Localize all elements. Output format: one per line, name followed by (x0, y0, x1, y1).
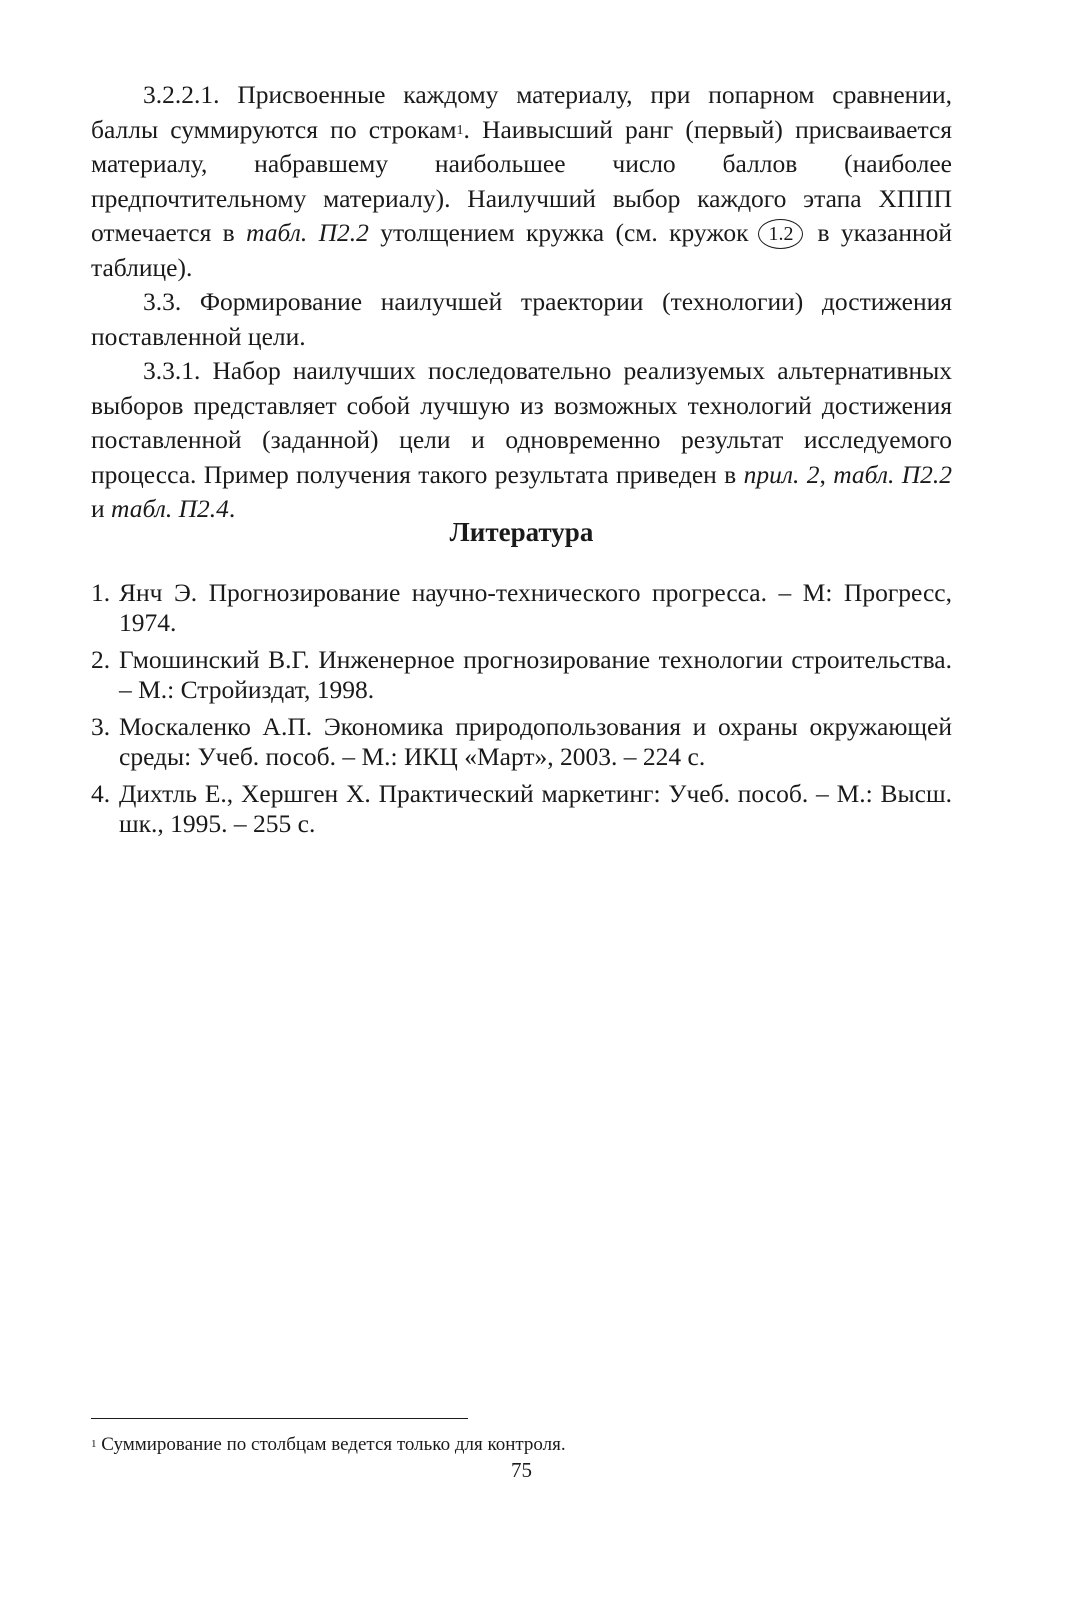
paragraph-3-3: 3.3. Формирование наилучшей траектории (технологии) достижения поставленной цели. (91, 287, 952, 351)
body-text (91, 78, 952, 527)
reference-item (91, 779, 952, 839)
table-reference: табл. П2.4 (111, 494, 229, 523)
footnote-divider (91, 1418, 468, 1419)
section-heading: Литература (449, 517, 594, 547)
reference-item (91, 578, 952, 638)
reference-item (91, 645, 952, 705)
paragraph-text: 3.3.1. Набор наилучших последовательно реализуемых альтернативных выборов представляет собой лучшую из возможных технологий достижения поставленной (заданной) цели и одновременно результат исследуемого процесса. Пример получения такого результата приведен в (91, 356, 952, 489)
footnote (91, 1432, 952, 1458)
document-page (91, 0, 952, 1600)
paragraph-text: . (228, 494, 236, 523)
footnote-reference: 1 (456, 122, 464, 138)
reference-number: 3. (91, 712, 111, 741)
reference-text: Москаленко А.П. Экономика природопользования и охраны окружающей среды: Учеб. пособ. – М.: ИКЦ «Март», 2003. – 224 с. (119, 712, 952, 771)
reference-number: 4. (91, 779, 111, 808)
paragraph-text: 3.2.2.1. Присвоенные каждому материалу, при попарном сравнении, баллы суммируются по строкам (91, 80, 952, 144)
reference-text: Гмошинский В.Г. Инженерное прогнозирование технологии строительства. – М.: Стройиздат, 1998. (119, 645, 952, 704)
footnote-marker: 1 (91, 1438, 97, 1450)
reference-text: Янч Э. Прогнозирование научно-технического прогресса. – М: Прогресс, 1974. (119, 578, 952, 637)
paragraph-3-2-2-1 (91, 78, 952, 285)
paragraph-text: , (819, 459, 834, 489)
paragraph-text: утолщением кружка (см. кружок (368, 218, 749, 247)
table-reference: табл. П2.2 (246, 218, 369, 247)
paragraph-3-3-1 (91, 354, 952, 527)
reference-item (91, 712, 952, 772)
appendix-reference: прил. 2 (743, 459, 820, 489)
reference-number: 2. (91, 645, 111, 674)
reference-list (91, 578, 952, 846)
paragraph-text: и (91, 494, 112, 523)
circled-marker: 1.2 (758, 219, 803, 249)
paragraph-text: . Наивысший ранг (первый) присваивается материалу, набравшему наибольшее число баллов (наиболее предпочтительному материалу). Наилучший выбор каждого этапа ХППП отмечается в (91, 114, 952, 247)
paragraph-text: в указанной таблице). (91, 218, 953, 282)
reference-number: 1. (91, 578, 111, 607)
table-reference: табл. П2.2 (833, 459, 953, 489)
reference-text: Дихтль Е., Хершген Х. Практический маркетинг: Учеб. пособ. – М.: Высш. шк., 1995. – 255 с. (119, 779, 952, 838)
page-number: 75 (511, 1458, 532, 1482)
footnote-text: Суммирование по столбцам ведется только для контроля. (101, 1434, 566, 1455)
